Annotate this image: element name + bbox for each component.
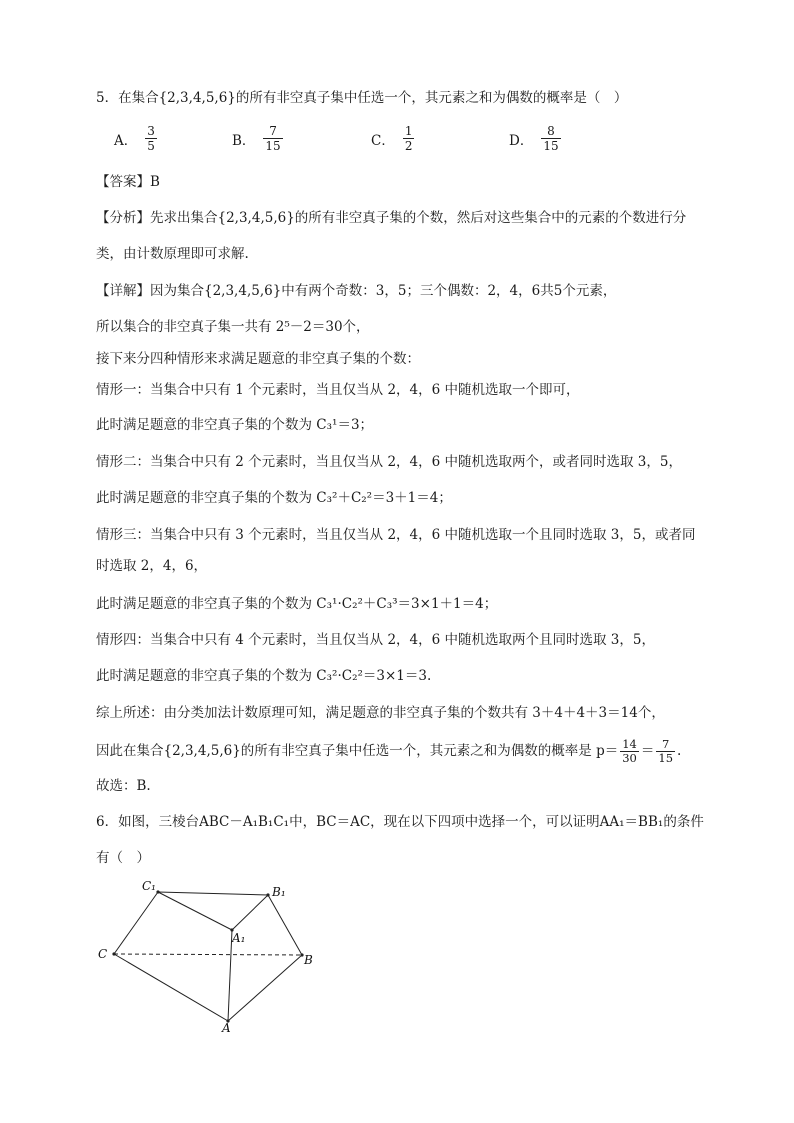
case-3-a: 情形三：当集合中只有 3 个元素时，当且仅当从 2，4，6 中随机选取一个且同时选取 3，5，或者同 [96,527,696,543]
fraction-numerator: 7 [662,736,670,751]
case-1-b: 此时满足题意的非空真子集的个数为 C₃¹＝3； [96,417,374,433]
label-a: A [222,1021,231,1035]
fraction-denominator: 5 [147,139,155,153]
case-2-a: 情形二：当集合中只有 2 个元素时，当且仅当从 2，4，6 中随机选取两个，或者同时选取 3，5， [96,454,682,470]
option-letter: B． [232,132,256,149]
label-c1: C₁ [142,879,156,893]
case-3-c: 此时满足题意的非空真子集的个数为 C₃¹·C₂²＋C₃³＝3×1＋1＝4； [96,596,498,612]
conclusion-period: . [677,743,682,759]
option-letter: A． [114,132,138,149]
choose-line: 故选：B. [96,778,151,794]
option-fraction [263,124,282,153]
conclusion-fraction-2 [656,738,675,765]
fraction-numerator: 14 [622,736,637,751]
option-fraction [541,124,560,153]
fraction-denominator: 2 [404,139,413,153]
edge-c-b-hidden [114,954,302,955]
edge-b1-a1 [232,895,268,930]
q6-stem-2: 有（ ） [96,850,150,866]
q5-option-a[interactable] [114,124,157,153]
q5-stem: 5．在集合{2,3,4,5,6}的所有非空真子集中任选一个，其元素之和为偶数的概率是（ ） [96,90,628,106]
analysis-line-1 [96,208,686,228]
answer-tag: 【答案】 [96,174,150,190]
case-2-b: 此时满足题意的非空真子集的个数为 C₃²＋C₂²＝3＋1＝4； [96,490,452,506]
q5-option-b[interactable] [232,124,283,153]
edge-c-c1 [114,892,158,954]
summary-line: 综上所述：由分类加法计数原理可知，满足题意的非空真子集的个数共有 3＋4＋4＋3＝14个， [96,705,665,721]
conclusion-line [96,733,681,769]
vertex-b1 [266,893,269,896]
case-4-a: 情形四：当集合中只有 4 个元素时，当且仅当从 2，4，6 中随机选取两个且同时选取 3，5， [96,632,655,648]
edge-c-a [114,954,228,1021]
edge-b-b1 [268,895,302,955]
edge-b-a [228,955,302,1021]
answer-value: B [150,174,160,190]
analysis-tag: 【分析】 [96,210,150,226]
option-fraction [145,124,157,153]
case-4-b: 此时满足题意的非空真子集的个数为 C₃²·C₂²＝3×1＝3. [96,668,432,684]
vertex-c1 [156,890,159,893]
label-b: B [304,953,313,967]
vertex-c [112,952,115,955]
fraction-denominator: 15 [265,139,281,153]
analysis-line-2: 类，由计数原理即可求解. [96,246,249,262]
fraction-numerator: 7 [269,124,277,138]
conclusion-text: 因此在集合{2,3,4,5,6}的所有非空真子集中任选一个，其元素之和为偶数的概率是 p＝ [96,743,619,759]
analysis-text: 先求出集合{2,3,4,5,6}的所有非空真子集的个数，然后对这些集合中的元素的个数进行分 [150,210,687,226]
fraction-numerator: 8 [547,124,555,138]
detail-next: 接下来分四种情形来求满足题意的非空真子集的个数： [96,351,420,367]
detail-tag: 【详解】 [96,283,150,299]
fraction-numerator: 1 [404,124,413,138]
q6-stem-1: 6．如图，三棱台ABC－A₁B₁C₁中，BC＝AC，现在以下四项中选择一个，可以证明AA₁＝BB₁的条件 [96,814,704,830]
option-fraction [403,124,415,153]
option-letter: D． [509,132,534,149]
edge-c1-b1 [158,892,268,895]
fraction-denominator: 15 [543,139,559,153]
case-3-b: 时选取 2，4，6， [96,558,208,574]
q5-option-c[interactable] [371,124,414,153]
equals-sign: ＝ [640,743,655,759]
detail-text: 因为集合{2,3,4,5,6}中有两个奇数：3，5；三个偶数：2，4，6共5个元素， [150,283,617,299]
fraction-numerator: 3 [147,124,155,138]
fraction-denominator: 30 [622,750,637,765]
frustum-figure [90,876,330,1036]
case-1-a: 情形一：当集合中只有 1 个元素时，当且仅当从 2，4，6 中随机选取一个即可， [96,382,580,398]
detail-line-1 [96,281,616,301]
label-b1: B₁ [272,885,286,899]
label-a1: A₁ [232,931,246,945]
q5-option-d[interactable] [509,124,561,153]
option-letter: C． [371,132,395,149]
answer-line [96,172,160,192]
conclusion-fraction-1 [620,738,639,765]
fraction-denominator: 15 [658,750,674,765]
edge-c1-a1 [158,892,232,930]
label-c: C [98,947,108,961]
detail-total: 所以集合的非空真子集一共有 2⁵－2＝30个， [96,319,370,335]
